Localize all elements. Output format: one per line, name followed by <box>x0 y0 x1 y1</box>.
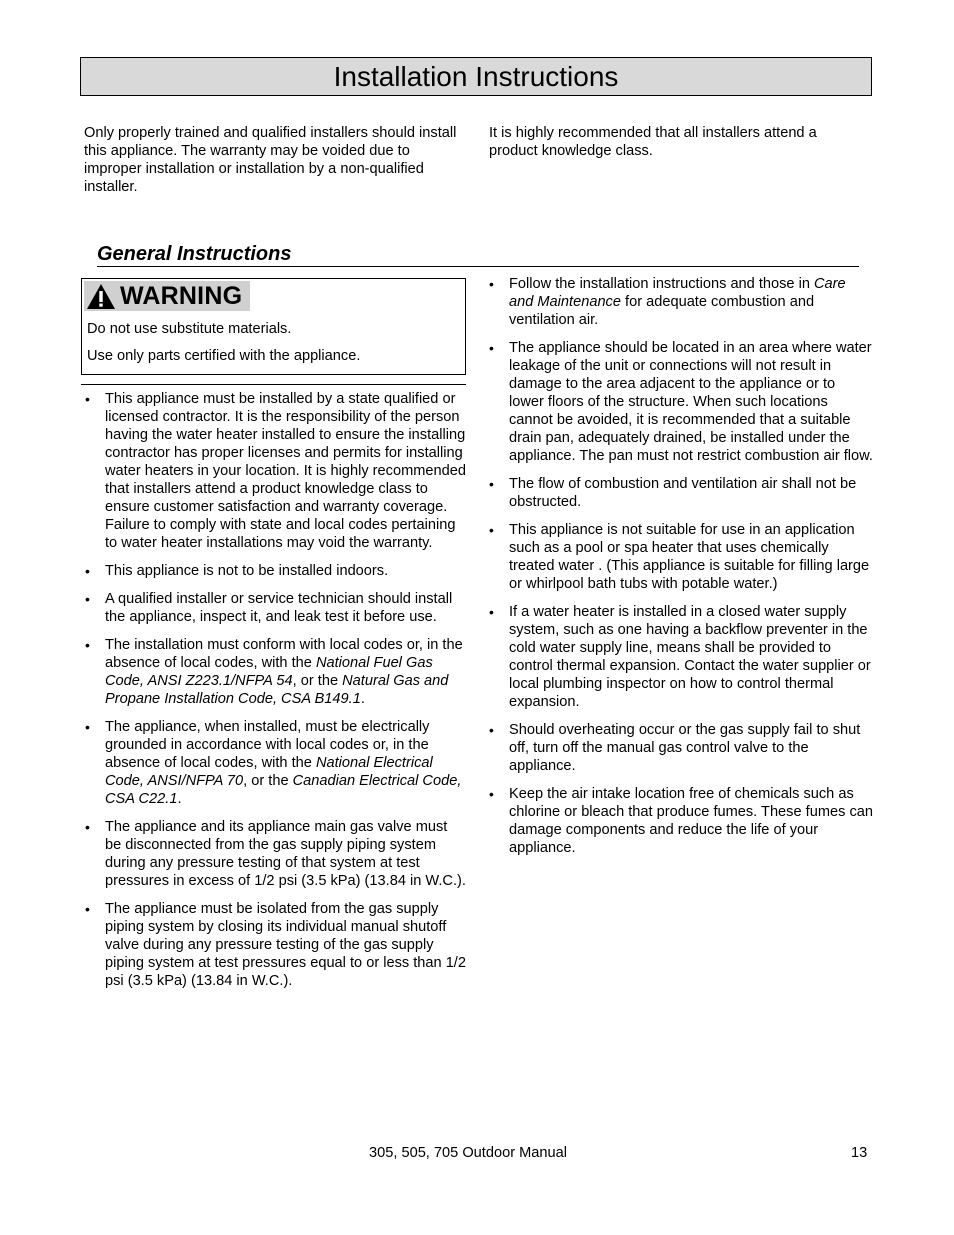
warning-text: WARNING <box>120 281 243 310</box>
bullet-item <box>85 818 467 890</box>
bullet-text-italic: National Electrical Code, ANSI/NFPA 70 <box>105 755 433 789</box>
title-bar <box>80 57 872 96</box>
bullet-item <box>85 390 467 552</box>
warning-line: Use only parts certified with the appliance. <box>87 348 361 364</box>
right-bullet-list <box>489 275 873 867</box>
bullet-item <box>489 275 873 329</box>
bullet-text: for adequate combustion and ventilation air. <box>509 294 815 328</box>
bullet-text: The installation must conform with local codes or, in the absence of local codes, with the <box>105 637 463 671</box>
left-bullet-list <box>85 390 467 1000</box>
bullet-text: The appliance and its appliance main gas valve must be disconnected from the gas supply piping system during any pressure testing of that system at test pressures in excess of 1/2 psi (3.5 kPa) (13.84 in W.C.). <box>105 819 466 889</box>
bullet-text: The appliance, when installed, must be electrically grounded in accordance with local codes or, in the absence of local codes, with the <box>105 719 430 771</box>
section-title: General Instructions <box>97 243 292 265</box>
bullet-text: This appliance must be installed by a state qualified or licensed contractor. It is the responsibility of the person having the water heater installed to ensure the installing contractor has proper licenses and permits for installing water heaters in your location. It is highly recommended that installers attend a product knowledge class to ensure customer satisfaction and warranty coverage. Failure to comply with state and local codes pertaining to water heater installations may void the warranty. <box>105 391 466 551</box>
bullet-item <box>489 721 873 775</box>
footer-manual-title: 305, 505, 705 Outdoor Manual <box>369 1145 567 1161</box>
warning-box <box>81 278 466 375</box>
warning-triangle-icon <box>86 283 116 310</box>
bullet-text: , or the <box>292 673 343 689</box>
bullet-text: Keep the air intake location free of chemicals such as chlorine or bleach that produce fumes. These fumes can damage components and reduce the life of your appliance. <box>509 786 873 856</box>
bullet-text: The appliance must be isolated from the gas supply piping system by closing its individual manual shutoff valve during any pressure testing of the gas supply piping system at test pressures equal to or less than 1/2 psi (3.5 kPa) (13.84 in W.C.). <box>105 901 466 989</box>
bullet-text: Should overheating occur or the gas supply fail to shut off, turn off the manual gas control valve to the appliance. <box>509 722 861 774</box>
bullet-text: . <box>360 691 365 707</box>
intro-left-paragraph: Only properly trained and qualified installers should install this appliance. The warranty may be voided due to improper installation or installation by a non-qualified installer. <box>84 125 457 195</box>
bullet-text: This appliance is not suitable for use in an application such as a pool or spa heater that uses chemically treated water . (This appliance is suitable for filling large or whirlpool bath tubs with potable water.) <box>509 522 870 592</box>
bullet-item <box>489 785 873 857</box>
bullet-text: This appliance is not to be installed indoors. <box>105 563 389 579</box>
bullet-item <box>85 718 467 808</box>
bullet-item <box>489 521 873 593</box>
warning-label <box>84 281 250 311</box>
bullet-text-italic: Natural Gas and Propane Installation Code, CSA B149.1 <box>105 673 449 707</box>
bullet-item <box>85 900 467 990</box>
bullet-item <box>489 603 873 711</box>
bullet-text: Follow the installation instructions and those in <box>509 276 815 292</box>
bullet-text: A qualified installer or service technician should install the appliance, inspect it, and leak test it before use. <box>105 591 453 625</box>
bullet-item <box>85 590 467 626</box>
bullet-item <box>85 562 467 580</box>
bullet-text-italic: Care and Maintenance <box>509 276 846 310</box>
bullet-text: The flow of combustion and ventilation air shall not be obstructed. <box>509 476 857 510</box>
bullet-text-italic: Canadian Electrical Code, CSA C22.1 <box>105 773 462 807</box>
section-divider <box>97 266 859 267</box>
bullet-item <box>489 339 873 465</box>
warning-line: Do not use substitute materials. <box>87 321 292 337</box>
intro-right-paragraph: It is highly recommended that all installers attend a product knowledge class. <box>489 125 817 159</box>
bullet-text: If a water heater is installed in a closed water supply system, such as one having a backflow preventer in the cold water supply line, means shall be provided to control thermal expansion. Contact the water supplier or local plumbing inspector on how to control thermal expansion. <box>509 604 871 710</box>
bullet-text: The appliance should be located in an area where water leakage of the unit or connections will not result in damage to the area adjacent to the appliance or to lower floors of the structure. When such locations cannot be avoided, it is recommended that a suitable drain pan, adequately drained, be installed under the appliance. The pan must not restrict combustion air flow. <box>509 340 873 464</box>
page-number: 13 <box>851 1145 868 1161</box>
bullet-text-italic: National Fuel Gas Code, ANSI Z223.1/NFPA 54 <box>105 655 433 689</box>
page-title: Installation Instructions <box>333 60 619 92</box>
warning-divider <box>81 384 466 385</box>
bullet-item <box>489 475 873 511</box>
bullet-text: , or the <box>243 773 293 789</box>
bullet-text: . <box>177 791 182 807</box>
bullet-item <box>85 636 467 708</box>
